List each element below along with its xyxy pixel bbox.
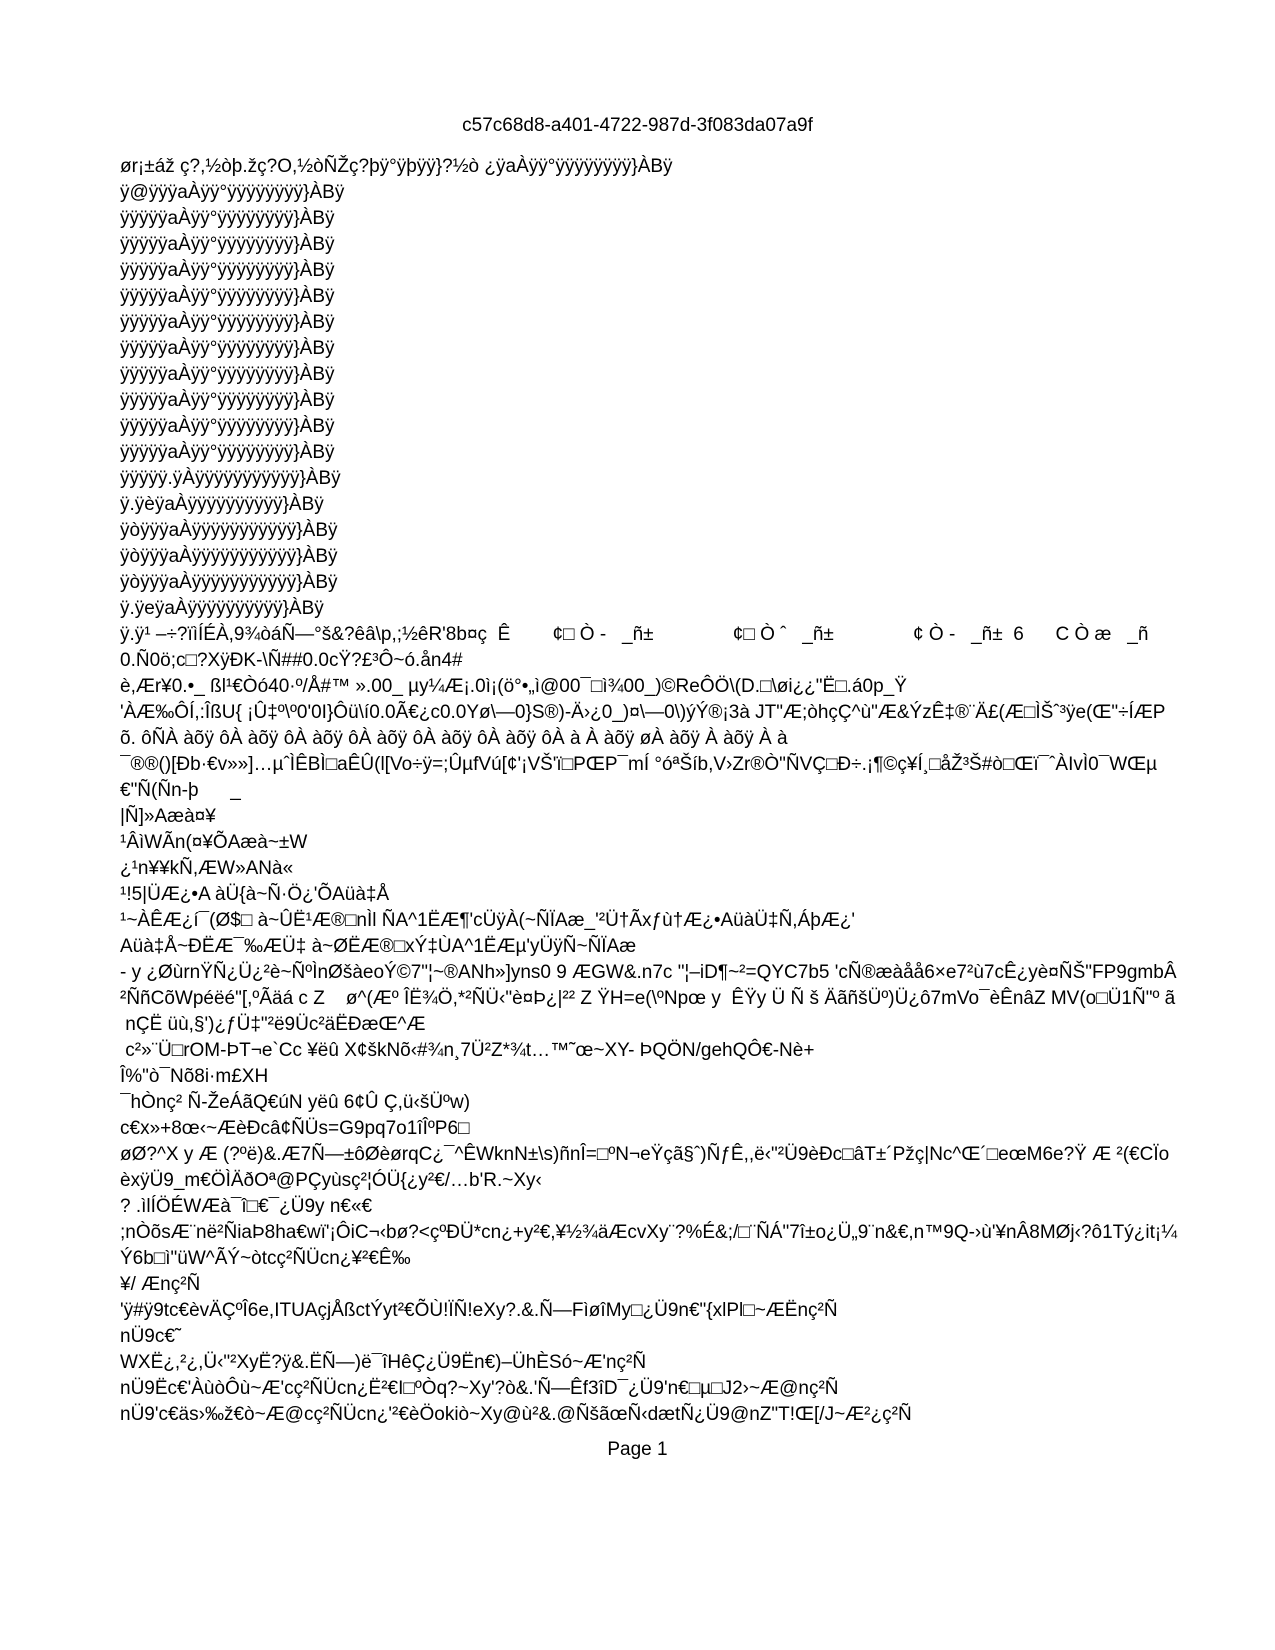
text-line: nÜ9Ëc€'ÀùòÔù~Æ'cç²ÑÜcn¿Ë²€I□ºÒq?~Xy'?ò&.'Ñ—Êf3îD¯¿Ü9'n€□µ□J2›~Æ@nç²Ñ [120,1378,839,1399]
text-line: WXË¿,²¿,Ü‹"²XyË?ÿ&.ËÑ—)ë¯îHêÇ¿Ü9Ën€)–ÜhÈSó~Æ'nç²Ñ [120,1352,647,1373]
text-line: nÜ9'c€äs›‰ž€ò~Æ@cç²ÑÜcn¿'²€èÖokiò~Xy@ù²&.@ÑšãœÑ‹dætÑ¿Ü9@nZ"T!Œ[/J~Æ²¿ç²Ñ [120,1404,912,1425]
text-line: èxÿÜ9_m€ÖÌÄðOª@PÇyùsç²¦ÓÜ{¿y²€/…b'R.~Xy‹ [120,1170,542,1191]
text-line: Î%"ò¯Nõ8i·m£XH [120,1066,269,1087]
page-header-doc-id: c57c68d8-a401-4722-987d-3f083da07a9f [462,115,813,136]
text-line: ÿ.ÿ¹ –÷?ïìÍÉÀ,9¾òáÑ—°š&?êâ\p,;½êR'8b¤ç Ê ¢□ Ò - _ñ± ¢□ Ò ˆ _ñ± ¢ Ò - _ñ± 6 C Ò æ _ñ [120,624,1149,645]
text-line: ¯®®()[Ðb·€v»»]…µˆÌÊBÌ□aÊÛ(l[Vo÷ÿ=;ÛµfVú[¢'¡VŠ'ï□PŒP¯mÍ °óªŠíb,V›Zr®Ò"ÑVÇ□Ð÷.¡¶©ç¥Í¸□åŽ³Š#ò□Œï¯ˆÀIvÌ0¯WŒµ [120,754,1158,775]
text-line: øØ?^X y Æ (?ºë)&.Æ7Ñ—±ôØèørqC¿¯^ÊWknN±\s)ñnÎ=□ºN¬eŸçã§ˆ)ÑƒÊ,,ë‹"²Ü9èÐc□âT±´Pžç|Nc^Œ´□eœM6e?Ÿ Æ ²(€CÏo [120,1144,1170,1165]
text-line: €"Ñ(Ñn-þ _ [120,780,241,801]
text-line: ÿÿÿÿÿaÀÿÿ°ÿÿÿÿÿÿÿÿ}ÀBÿ [120,416,335,437]
text-line: ÿòÿÿÿaÀÿÿÿÿÿÿÿÿÿÿÿ}ÀBÿ [120,546,338,567]
text-line: ¹ÂìWÃn(¤¥ÕAæà~±W [120,832,308,853]
text-line: ¹!5|ÜÆ¿•A àÜ{à~Ñ·Ö¿'ÕAüà‡Å [120,884,390,905]
text-line: Ý6b□ì"üW^ÃÝ~òtcç²ÑÜcn¿¥²€Ê‰ [120,1248,411,1269]
text-line: ÿÿÿÿÿaÀÿÿ°ÿÿÿÿÿÿÿÿ}ÀBÿ [120,286,335,307]
text-line: nÜ9c€˜ [120,1326,182,1347]
text-line: ²ÑñCõWpéëé"[,ºÃäá c Z ø^(Æº ÎË¾Ö,*²ÑÜ‹"è¤Þ¿|²² Z ŸH=e(\ºNpœ y ÊŸy Ü Ñ š ÄãñšÜº)Ü¿ô7mVo¯èÊnâZ MV(o□Ü1Ñ"º ã [120,988,1176,1009]
text-line: ;nÒõsÆ¨në²ÑiaÞ8ha€wï'¡ÔiC¬‹bø?<çºÐÜ*cn¿+y²€,¥½¾äÆcvXy¨?%É&;/□¨ÑÁ"7î±o¿Ü„9¨n&€,n™9Q-›ù'¥nÂ8MØj‹?ô1Tý¿it¡¼ [120,1222,1178,1243]
text-line: 'ÀÆ‰ÔÍ,:ÎßU{ ¡Û‡º\º0'0I}Ôü\í0.0Ã€¿c0.0Yø\—0}S®)-Ä›¿0_)¤\—0\)ýÝ®¡3à JT"Æ;òhçÇ^ù"Æ&ÝzÊ‡®¨Ä£(Æ□ÌŠˆ³ÿe(Œ"÷ÍÆP [120,702,1166,723]
text-line: ÿÿÿÿÿaÀÿÿ°ÿÿÿÿÿÿÿÿ}ÀBÿ [120,442,335,463]
text-line: ÿÿÿÿÿaÀÿÿ°ÿÿÿÿÿÿÿÿ}ÀBÿ [120,338,335,359]
text-line: ÿÿÿÿÿaÀÿÿ°ÿÿÿÿÿÿÿÿ}ÀBÿ [120,364,335,385]
text-line: ¹~ÀÊÆ¿í¯(Ø$□ à~ÛË¹Æ®□nÌl ÑA^1ËÆ¶'cÜÿÀ(~ÑÏAæ_'²Ü†Ãxƒù†Æ¿•AüàÜ‡Ñ,ÁþÆ¿' [120,910,856,931]
text-line: ¥/ Ænç²Ñ [120,1274,201,1295]
text-line: |Ñ]»Aæà¤¥ [120,806,216,827]
document-body [120,154,1275,1428]
text-line: ÿÿÿÿÿaÀÿÿ°ÿÿÿÿÿÿÿÿ}ÀBÿ [120,312,335,333]
text-line: 'ÿ#ÿ9tc€èvÄÇºÎ6e,ITUAçjÅßctÝyt²€ÕÙ!ÏÑ!eXy?.&.Ñ—FìøîMy□¿Ü9n€"{xlPl□~ÆËnç²Ñ [120,1300,838,1321]
text-line: ÿ.ÿeÿaÀÿÿÿÿÿÿÿÿÿÿ}ÀBÿ [120,598,324,619]
text-line: ÿòÿÿÿaÀÿÿÿÿÿÿÿÿÿÿÿ}ÀBÿ [120,572,338,593]
text-line: ÿÿÿÿÿaÀÿÿ°ÿÿÿÿÿÿÿÿ}ÀBÿ [120,208,335,229]
text-line: ÿ.ÿèÿaÀÿÿÿÿÿÿÿÿÿÿ}ÀBÿ [120,494,324,515]
text-line: è,Ær¥0.•_ ßl¹€Òó40·º/Å#™ ».00_ µy¼Æ¡.0ì¡(ö°•„ì@00¯□ì¾00_)©ReÔÖ\(D.□\øi¿¿"Ë□.á0p_Ÿ [120,676,907,697]
text-line: ør¡±áž ç?,½òþ.žç?O,½òÑŽç?þÿ°ÿþÿÿ}?½ò ¿ÿaÀÿÿ°ÿÿÿÿÿÿÿÿ}ÀBÿ [120,156,673,177]
page-footer-number: Page 1 [607,1439,668,1460]
text-line: - y ¿ØùrnŸÑ¿Ü¿²è~ÑºÌnØšàeoÝ©7"¦~®ANh»]yns0 9 ÆGW&.n7c "¦–iD¶~²=QYC7b5 'cÑ®æàåå6×e7²ù7cÊ¿yè¤ÑŠ"FP9gmbÂ [120,962,1177,983]
text-line: ÿ@ÿÿÿaÀÿÿ°ÿÿÿÿÿÿÿÿ}ÀBÿ [120,182,345,203]
text-line: c€x»+8œ‹~ÆèÐcâ¢ÑÜs=G9pq7o1îÎºP6□ [120,1118,470,1139]
text-line: Aüà‡Å~ÐËÆ¯‰ÆÜ‡ à~ØËÆ®□xÝ‡ÙA^1ËÆµ'yÜÿÑ~ÑÏAæ [120,936,637,957]
text-line: ÿÿÿÿÿaÀÿÿ°ÿÿÿÿÿÿÿÿ}ÀBÿ [120,234,335,255]
text-line: ÿòÿÿÿaÀÿÿÿÿÿÿÿÿÿÿÿ}ÀBÿ [120,520,338,541]
text-line: c²»¨Ü□rOM-ÞT¬e`Cc ¥ëû X¢škNõ‹#¾n¸7Ü²Z*¾t…™˜œ~XY- ÞQÖN/gehQÔ€-Nè+ [120,1040,815,1061]
text-line: 0.Ñ0ö;c□?XÿÐK-\Ñ##0.0cŸ?£³Ô~ó.ån4# [120,650,463,671]
text-line: ÿÿÿÿÿ.ÿÀÿÿÿÿÿÿÿÿÿÿÿ}ÀBÿ [120,468,341,489]
text-line: ÿÿÿÿÿaÀÿÿ°ÿÿÿÿÿÿÿÿ}ÀBÿ [120,260,335,281]
text-line: nÇË üù,§')¿ƒÜ‡"²ë9Üc²äËÐæŒ^Æ [120,1014,426,1035]
text-line: ¯hÒnç² Ñ-ŽeÁãQ€úN yëû 6¢Û Ç,ü‹šÜºw) [120,1092,471,1113]
text-line: ? .ìlÍÖÉWÆà¯î□€¯¿Ü9y n€«€ [120,1196,373,1217]
text-line: ÿÿÿÿÿaÀÿÿ°ÿÿÿÿÿÿÿÿ}ÀBÿ [120,390,335,411]
text-line: ¿¹n¥¥kÑ,ÆW»ANà« [120,858,294,879]
text-line: õ. ôÑÀ àõÿ ôÀ àõÿ ôÀ àõÿ ôÀ àõÿ ôÀ àõÿ ôÀ àõÿ ôÀ à À àõÿ øÀ àõÿ À àõÿ À à [120,728,788,749]
